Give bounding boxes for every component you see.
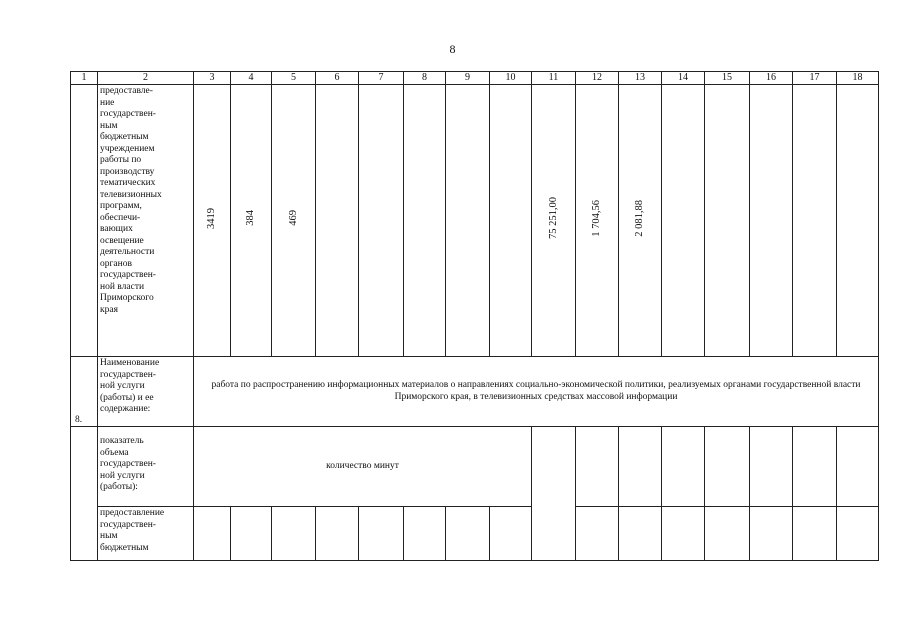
- empty-cell: [837, 427, 879, 507]
- value-cell-col5: 469: [272, 85, 316, 357]
- empty-cell: [316, 85, 359, 357]
- empty-cell: [837, 507, 879, 561]
- empty-cell: [359, 85, 404, 357]
- col-header: 5: [272, 72, 316, 85]
- empty-cell: [446, 85, 490, 357]
- col-header: 3: [194, 72, 231, 85]
- row-label: Наименование государствен- ной услуги (работы) и ее содержание:: [98, 357, 194, 427]
- col-header: 18: [837, 72, 879, 85]
- col-header: 4: [231, 72, 272, 85]
- value-cell-col12: 1 704,56: [576, 85, 619, 357]
- empty-cell: [532, 427, 576, 561]
- table-row: [71, 85, 879, 357]
- value-cell-col13: 2 081,88: [619, 85, 662, 357]
- col-header: 1: [71, 72, 98, 85]
- page-number: 8: [449, 42, 456, 56]
- col-header: 12: [576, 72, 619, 85]
- service-content: работа по распространению информационных материалов о направлениях социально-экономической политики, реализуемых органами государственной власти Приморского края, в телевизионных средствах массовой информации: [194, 357, 879, 427]
- empty-cell: [619, 427, 662, 507]
- unit-cell: количество минут: [194, 427, 532, 507]
- col-header: 17: [793, 72, 837, 85]
- empty-cell: [231, 507, 272, 561]
- empty-cell: [705, 85, 750, 357]
- empty-cell: [793, 85, 837, 357]
- empty-cell: [793, 427, 837, 507]
- empty-cell: [272, 507, 316, 561]
- data-table: [70, 71, 879, 561]
- empty-cell: [750, 427, 793, 507]
- value-cell-col4: 384: [231, 85, 272, 357]
- row-description: предоставле- ние государствен- ным бюджетным учреждением работы по производству тематических телевизионных программ, обеспечи- вающих освещение деятельности органов государствен- ной власти Приморского края: [98, 85, 194, 357]
- column-number-row: [71, 72, 879, 85]
- empty-cell: [359, 507, 404, 561]
- table-row: [71, 357, 879, 427]
- col-header: 10: [490, 72, 532, 85]
- empty-cell: [194, 507, 231, 561]
- row-label: показатель объема государствен- ной услуги (работы):: [98, 427, 194, 507]
- empty-cell: [662, 85, 705, 357]
- empty-cell: [750, 507, 793, 561]
- empty-cell: [662, 427, 705, 507]
- empty-cell: [662, 507, 705, 561]
- table-row: [71, 427, 879, 507]
- col-header: 14: [662, 72, 705, 85]
- empty-cell: [705, 507, 750, 561]
- col-header: 2: [98, 72, 194, 85]
- empty-cell: [705, 427, 750, 507]
- empty-cell: [404, 85, 446, 357]
- empty-cell: [490, 85, 532, 357]
- empty-cell: [404, 507, 446, 561]
- value-cell-col11: 75 251,00: [532, 85, 576, 357]
- empty-cell: [576, 507, 619, 561]
- col-header: 15: [705, 72, 750, 85]
- empty-cell: [619, 507, 662, 561]
- row-number-cell: [71, 85, 98, 357]
- empty-cell: [316, 507, 359, 561]
- col-header: 16: [750, 72, 793, 85]
- col-header: 6: [316, 72, 359, 85]
- empty-cell: [837, 85, 879, 357]
- col-header: 13: [619, 72, 662, 85]
- table-row: [71, 507, 879, 561]
- empty-cell: [793, 507, 837, 561]
- row-number-cell: [71, 427, 98, 561]
- row-number: 8.: [71, 357, 98, 427]
- col-header: 8: [404, 72, 446, 85]
- empty-cell: [750, 85, 793, 357]
- row-label: предоставление государствен- ным бюджетным: [98, 507, 194, 561]
- empty-cell: [576, 427, 619, 507]
- col-header: 11: [532, 72, 576, 85]
- col-header: 9: [446, 72, 490, 85]
- value-cell-col3: 3419: [194, 85, 231, 357]
- empty-cell: [490, 507, 532, 561]
- empty-cell: [446, 507, 490, 561]
- col-header: 7: [359, 72, 404, 85]
